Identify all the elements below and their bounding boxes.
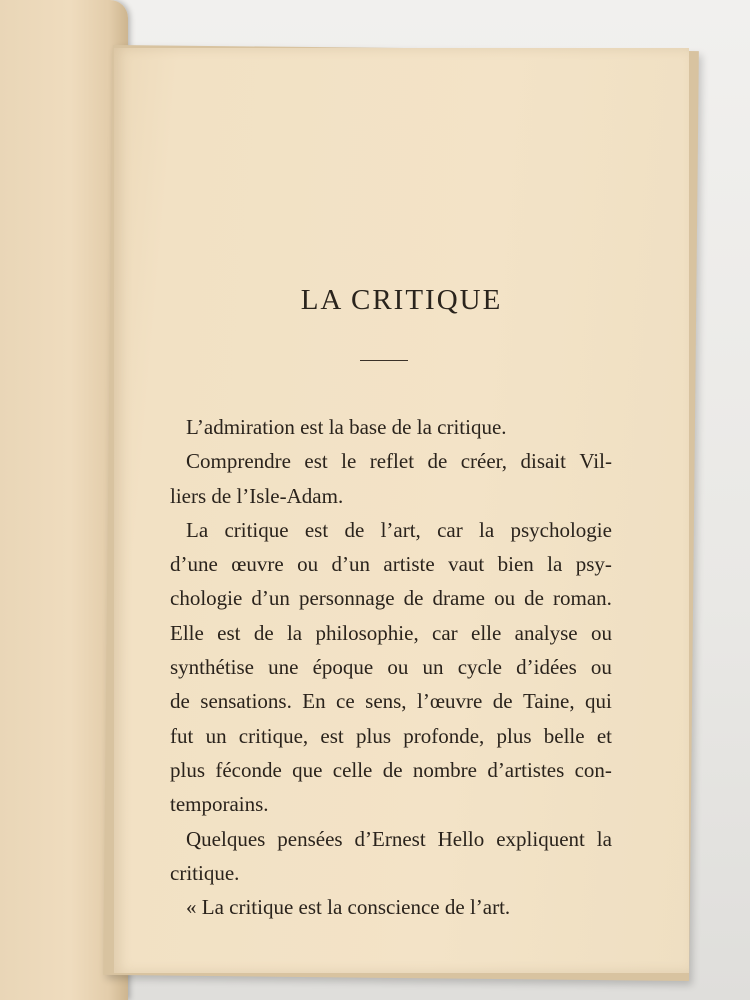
book-page — [114, 48, 689, 973]
text-line: « La critique est la conscience de l’art. — [186, 895, 511, 920]
text-line: fut un critique, est plus profonde, plus belle et — [170, 723, 612, 748]
text-line: temporains. — [170, 792, 269, 817]
text-line: de sensations. En ce sens, l’œuvre de Taine, qui — [170, 689, 612, 714]
chapter-title: LA CRITIQUE — [300, 284, 503, 316]
title-rule — [360, 360, 408, 361]
text-line: plus féconde que celle de nombre d’artistes con- — [170, 757, 612, 782]
body-text — [170, 410, 612, 924]
text-line: chologie d’un personnage de drame ou de roman. — [170, 586, 612, 611]
text-line: synthétise une époque ou un cycle d’idées ou — [170, 655, 612, 680]
text-line: Elle est de la philosophie, car elle analyse ou — [170, 620, 612, 645]
text-line: critique. — [170, 860, 240, 885]
text-line: L’admiration est la base de la critique. — [186, 415, 507, 439]
text-line: Comprendre est le reflet de créer, disait Vil- — [186, 449, 612, 474]
text-line: liers de l’Isle-Adam. — [170, 483, 344, 508]
text-line: d’une œuvre ou d’un artiste vaut bien la psy- — [170, 552, 612, 577]
text-line: Quelques pensées d’Ernest Hello expliquent la — [186, 826, 612, 851]
text-line: La critique est de l’art, car la psychologie — [186, 517, 612, 542]
